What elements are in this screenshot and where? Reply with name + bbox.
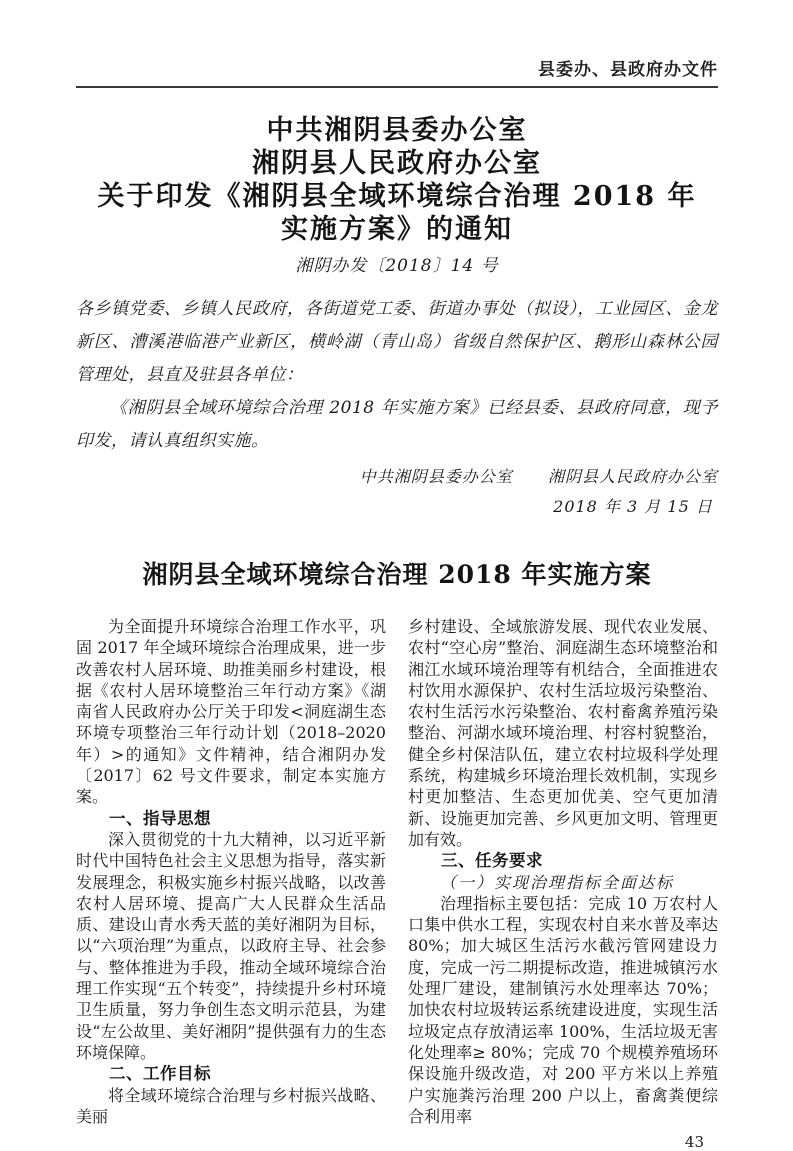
signature-date: 2018 年 3 月 15 日 xyxy=(553,497,713,516)
plan-body xyxy=(76,616,718,1127)
page-number: 43 xyxy=(684,1133,704,1151)
recipients-paragraph: 各乡镇党委、乡镇人民政府，各街道党工委、街道办事处（拟设），工业园区、金龙新区、漕溪港临港产业新区，横岭湖（青山岛）省级自然保护区、鹅形山森林公园管理处，县直及驻县各单位： xyxy=(76,299,718,385)
section-heading-1: 一、指导思想 xyxy=(109,808,211,828)
work-goal-paragraph-start: 将全域环境综合治理与乡村振兴战略、美丽 xyxy=(76,1085,386,1126)
signature-block xyxy=(76,466,718,518)
doc-number: 湘阴办发〔2018〕14 号 xyxy=(295,256,499,276)
notice-title-line-4: 实施方案》的通知 xyxy=(281,214,513,245)
section-heading-2: 二、工作目标 xyxy=(109,1064,211,1084)
signer-right: 湘阴县人民政府办公室 xyxy=(547,467,718,486)
governance-targets-paragraph: 治理指标主要包括：完成 10 万农村人口集中供水工程，实现农村自来水普及率达 80%；加大城区生活污水截污管网建设力度，完成一污二期提标改造，推进城镇污水处理厂建设，建制镇污水处理率达 70%；加快农村垃圾转运系统建设进度，实现生活垃圾定点存放清运率 100%，生活垃圾无害化处理率≥ 80%；完成 70 个规模养殖场环保设施升级改造，对 200 平方米以上养殖户实施粪污治理 200 户以上，畜禽粪便综合利用率 xyxy=(408,893,718,1126)
subsection-heading-1: （一）实现治理指标全面达标 xyxy=(440,872,675,892)
notice-title-line-1: 中共湘阴县委办公室 xyxy=(266,115,528,146)
guiding-ideology-paragraph: 深入贯彻党的十九大精神，以习近平新时代中国特色社会主义思想为指导，落实新发展理念，积极实施乡村振兴战略，以改善农村人居环境、提高广大人民群众生活品质、建设山青水秀天蓝的美好湘阴为目标，以“六项治理”为重点，以政府主导、社会参与、整体推进为手段，推动全域环境综合治理工作实现“五个转变”，持续提升乡村环境卫生质量，努力争创生态文明示范县，为建设“左公故里、美好湘阴”提供强有力的生态环境保障。 xyxy=(76,829,386,1062)
issue-statement: 《湘阴县全域环境综合治理 2018 年实施方案》已经县委、县政府同意，现予印发，请认真组织实施。 xyxy=(76,398,718,451)
header-label: 县委办、县政府办文件 xyxy=(538,60,718,80)
work-goal-paragraph-continued: 乡村建设、全域旅游发展、现代农业发展、农村“空心房”整治、洞庭湖生态环境整治和湘江水域环境治理等有机结合，全面推进农村饮用水源保护、农村生活垃圾污染整治、农村生活污水污染整治、农村畜禽养殖污染整治、河湖水域环境治理、村容村貌整治，健全乡村保洁队伍，建立农村垃圾科学处理系统，构建城乡环境治理长效机制，实现乡村更加整洁、生态更加优美、空气更加清新、设施更加完善、乡风更加文明、管理更加有效。 xyxy=(408,617,718,849)
notice-title-line-2: 湘阴县人民政府办公室 xyxy=(252,148,542,179)
header-rule xyxy=(76,86,718,88)
signer-left: 中共湘阴县委办公室 xyxy=(359,467,513,486)
notice-title xyxy=(76,114,718,246)
plan-intro-paragraph: 为全面提升环境综合治理工作水平，巩固 2017 年全域环境综合治理成果，进一步改善农村人居环境、助推美丽乡村建设，根据《农村人居环境整治三年行动方案》《湖南省人民政府办公厅关于印发<洞庭湖生态环境专项整治三年行动计划（2018–2020 年）>的通知》文件精神，结合湘阴办发〔2017〕62 号文件要求，制定本实施方案。 xyxy=(76,617,386,807)
left-column xyxy=(76,616,386,1127)
plan-title: 湘阴县全域环境综合治理 2018 年实施方案 xyxy=(142,560,652,589)
right-column xyxy=(408,616,718,1127)
section-heading-3: 三、任务要求 xyxy=(441,851,543,871)
notice-title-line-3: 关于印发《湘阴县全域环境综合治理 2018 年 xyxy=(97,181,697,212)
